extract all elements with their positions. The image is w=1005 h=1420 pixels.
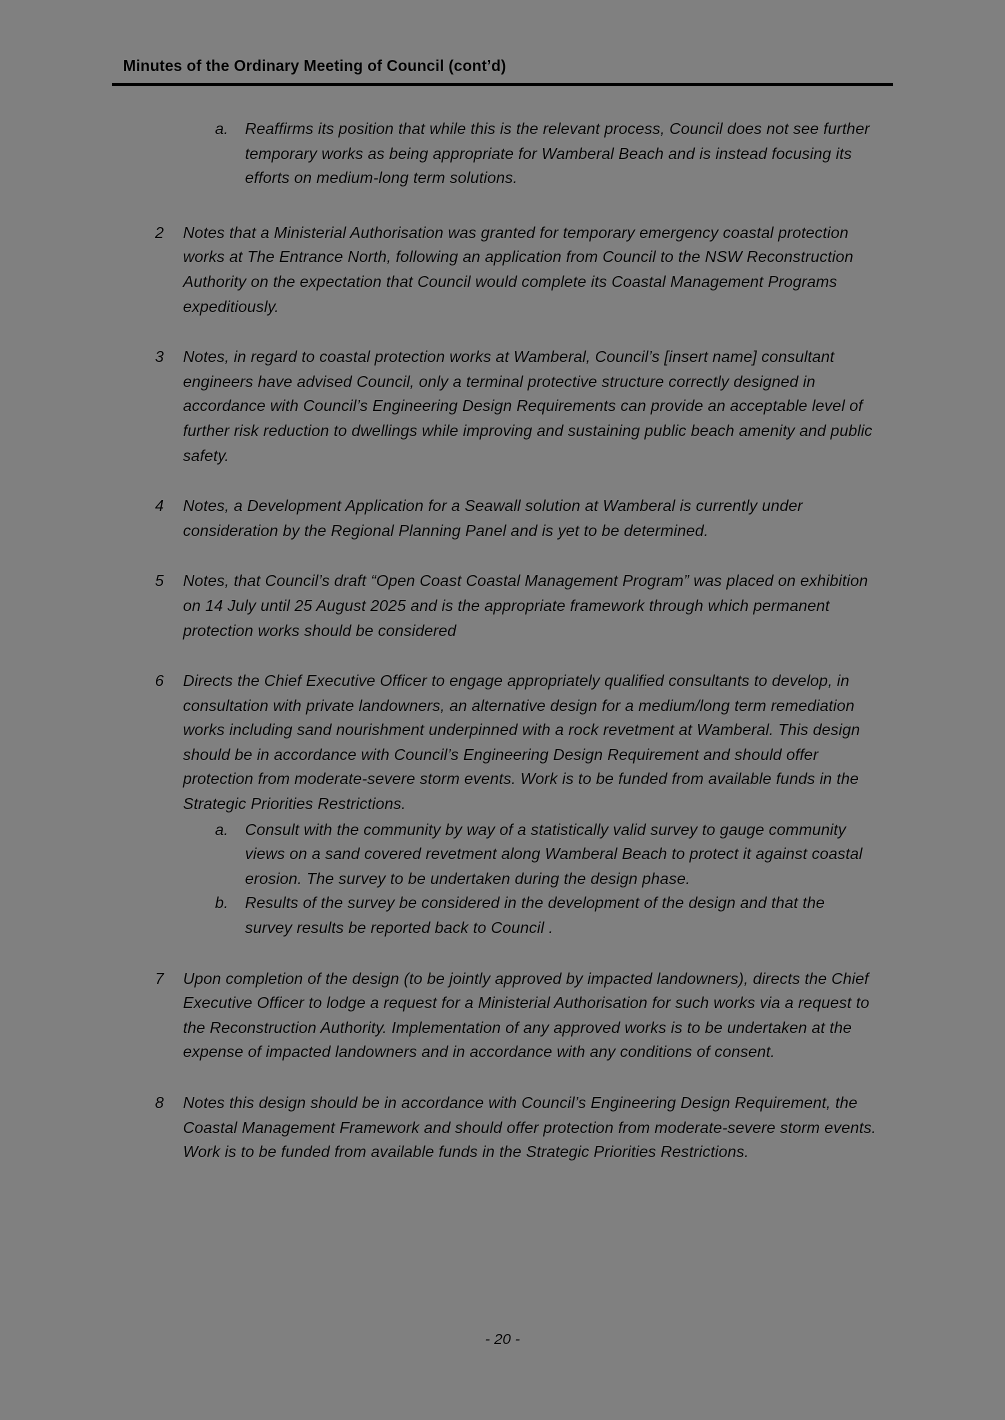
item-text: Notes, that Council’s draft “Open Coast Coastal Management Program” was placed on exhibition on 14 July until 25 August 2025 and is the appropriate framework through which permanent protection works should be considered <box>183 573 869 640</box>
resolution-sub-item-b <box>215 892 878 941</box>
item-number: 6 <box>155 673 164 691</box>
item-number: 3 <box>155 349 164 367</box>
sub-item-label: a. <box>215 821 229 839</box>
resolution-sub-item-a <box>215 819 878 893</box>
sub-item-label: a. <box>215 121 229 138</box>
sub-item-text: Reaffirms its position that while this is the relevant process, Council does not see further temporary works as being appropriate for Wamberal Beach and is instead focusing its efforts on medium-long term solutions. <box>245 121 870 188</box>
document-body <box>155 118 878 1192</box>
resolution-item-6 <box>155 670 878 942</box>
resolution-item-4 <box>155 495 878 544</box>
document-header <box>112 58 893 86</box>
item-text: Notes that a Ministerial Authorisation was granted for temporary emergency coastal protection works at The Entrance North, following an application from Council to the NSW Reconstruction Authority on the expectation that Council would complete its Coastal Management Programs expeditiously. <box>183 224 854 316</box>
item-text: Notes this design should be in accordance with Council’s Engineering Design Requirement, the Coastal Management Framework and should offer protection from moderate-severe storm events. Work is to be funded from available funds in the Strategic Priorities Restrictions. <box>183 1095 877 1162</box>
item-text: Notes, in regard to coastal protection works at Wamberal, Council’s [insert name] consultant engineers have advised Council, only a terminal protective structure correctly designed in accordance with Council’s Engineering Design Requirements can provide an acceptable level of further risk reduction to dwellings while improving and sustaining public beach amenity and public safety. <box>183 349 873 465</box>
resolution-item-8 <box>155 1092 878 1166</box>
resolution-item-6-sub-list <box>215 819 878 942</box>
item-text: Notes, a Development Application for a Seawall solution at Wamberal is currently under consideration by the Regional Planning Panel and is yet to be determined. <box>183 498 803 540</box>
item-text: Upon completion of the design (to be jointly approved by impacted landowners), directs the Chief Executive Officer to lodge a request for a Ministerial Authorisation for such works via a request to the Reconstruction Authority. Implementation of any approved works is to be undertaken at the expense of impacted landowners and in accordance with any conditions of consent. <box>183 970 870 1062</box>
item-number: 8 <box>155 1095 164 1112</box>
page-number-footer: - 20 - <box>484 1331 520 1348</box>
resolution-item-5 <box>155 570 878 644</box>
resolution-item-2 <box>155 222 878 320</box>
item-number: 7 <box>155 970 164 988</box>
resolution-sub-item-a-intro <box>215 118 878 192</box>
item-text: Directs the Chief Executive Officer to engage appropriately qualified consultants to develop, in consultation with private landowners, an alternative design for a medium/long term remediation works including sand nourishment underpinned with a rock revetment at Wamberal. This design should be in accordance with Council’s Engineering Design Requirement and should offer protection from moderate-severe storm events. Work is to be funded from available funds in the Strategic Priorities Restrictions. <box>183 673 861 814</box>
item-number: 5 <box>155 573 164 591</box>
page-title: Minutes of the Ordinary Meeting of Council (cont’d) <box>123 58 507 75</box>
item-number: 2 <box>155 224 164 242</box>
resolution-item-3 <box>155 346 878 469</box>
item-number: 4 <box>155 498 164 516</box>
resolution-item-7 <box>155 968 878 1066</box>
sub-item-label: b. <box>215 895 229 913</box>
sub-item-text: Consult with the community by way of a statistically valid survey to gauge community views on a sand covered revetment along Wamberal Beach to protect it against coastal erosion. The survey to be undertaken during the design phase. <box>245 821 863 888</box>
sub-item-text: Results of the survey be considered in the development of the design and that the survey results be reported back to Council . <box>245 895 825 938</box>
